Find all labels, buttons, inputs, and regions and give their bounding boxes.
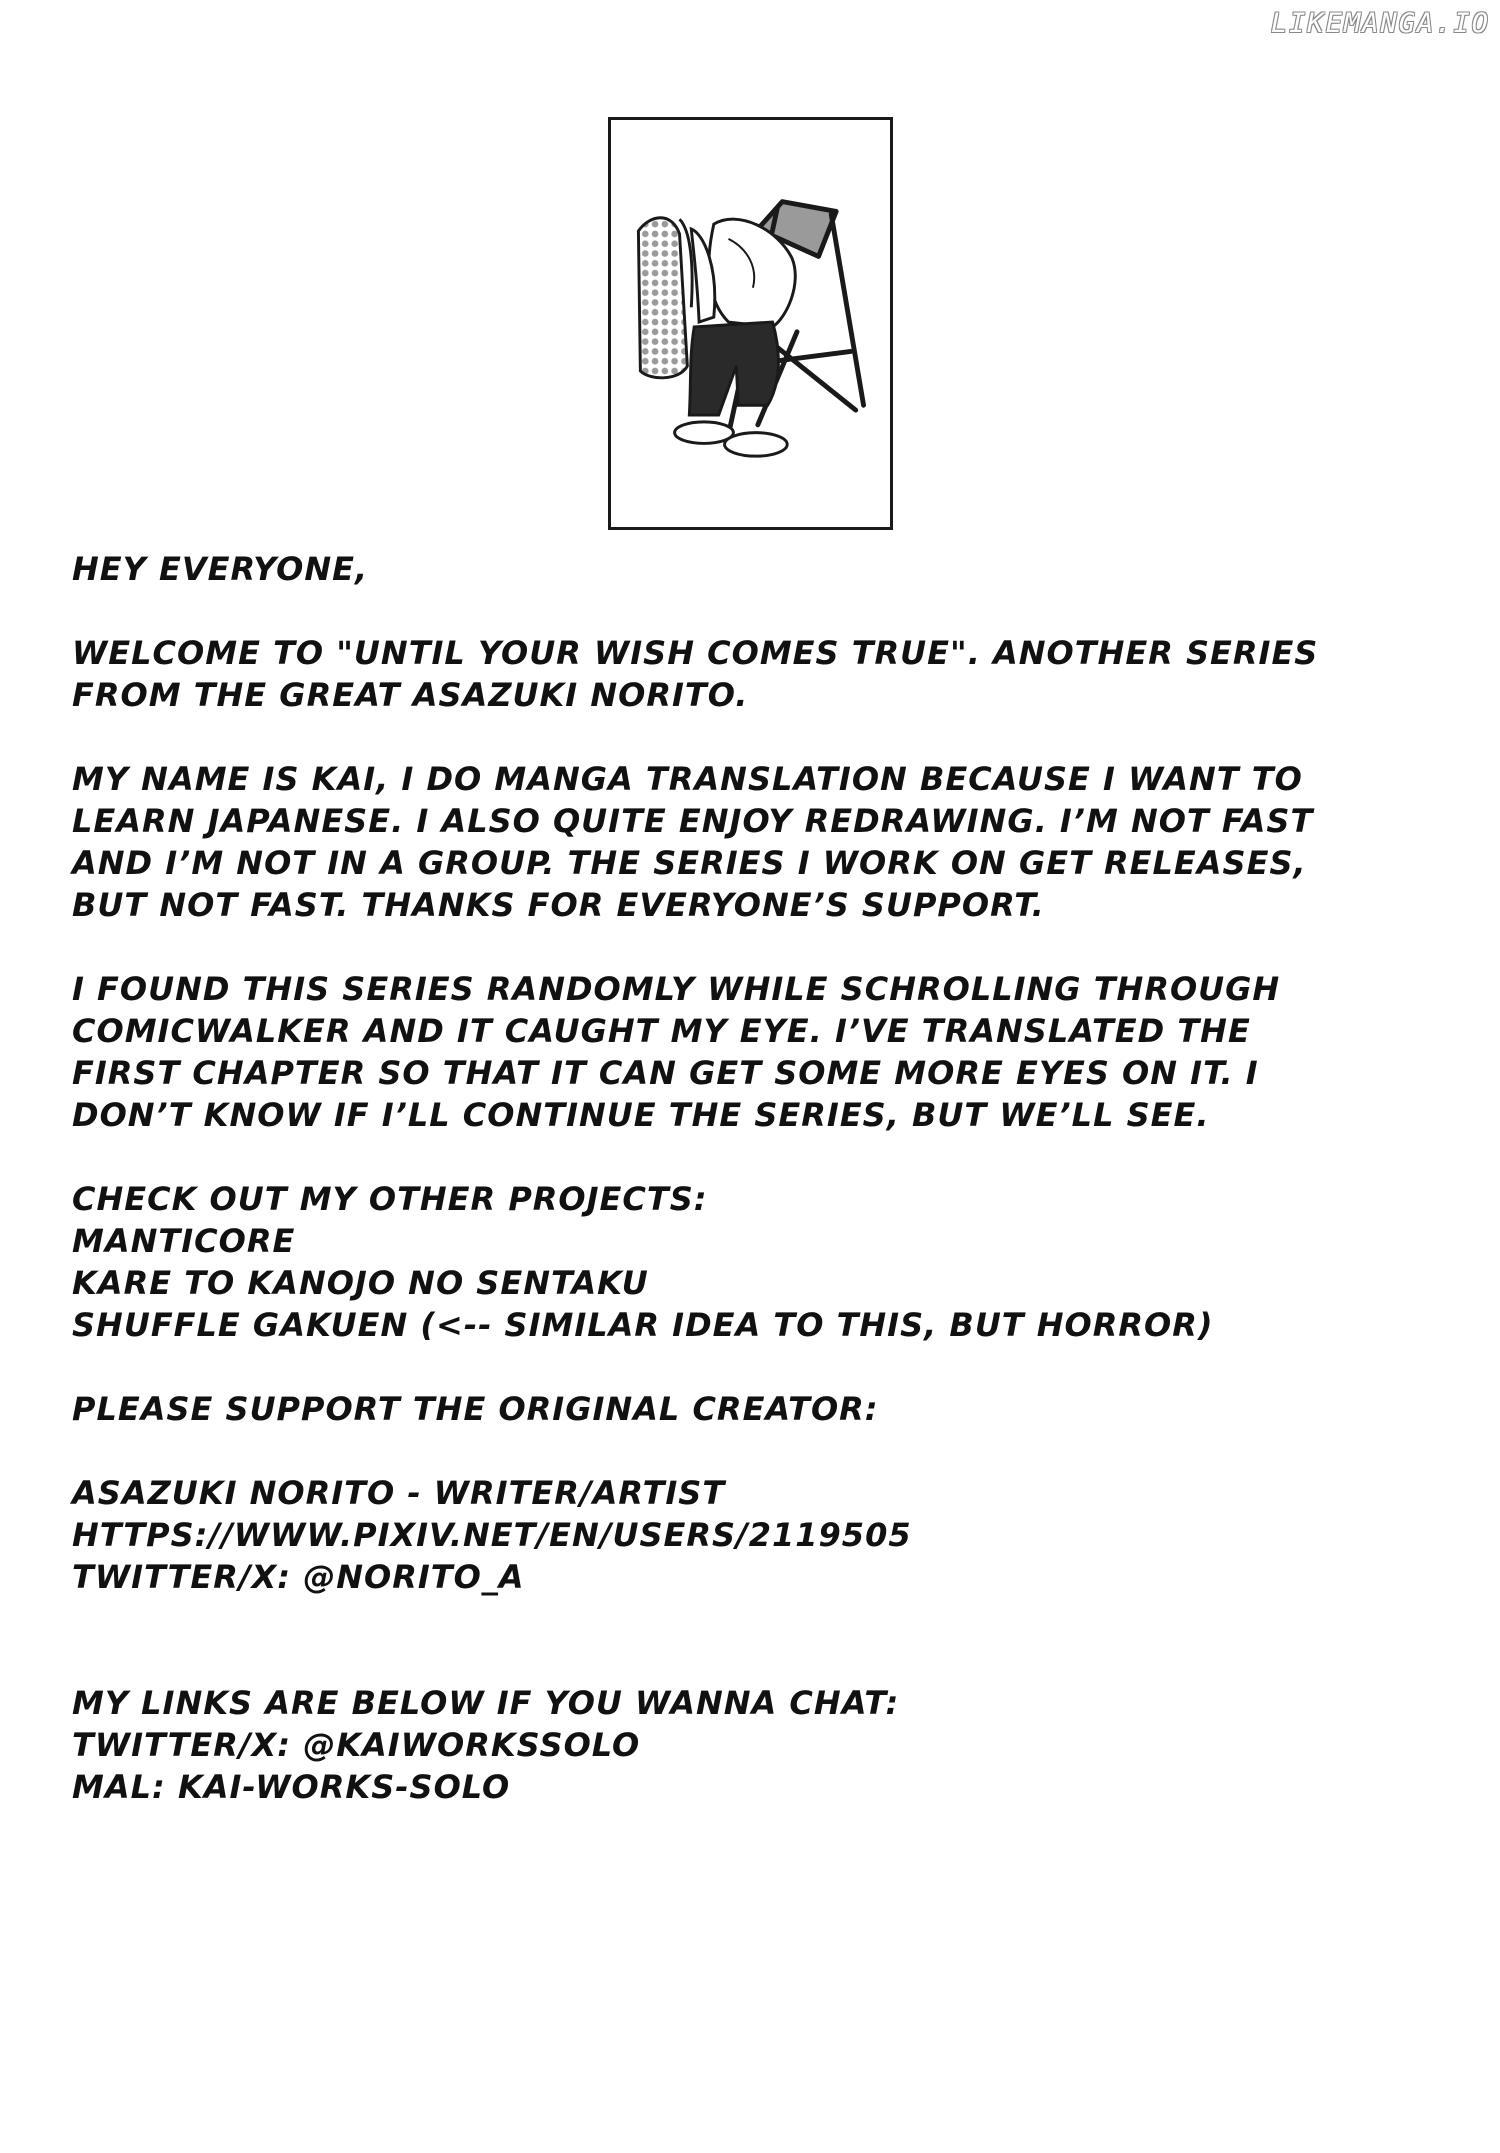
- links-heading: MY LINKS ARE BELOW IF YOU WANNA CHAT:: [72, 1684, 900, 1722]
- projects-heading: CHECK OUT MY OTHER PROJECTS:: [72, 1180, 708, 1218]
- discovery-line: COMICWALKER AND IT CAUGHT MY EYE. I’VE TRANSLATED THE: [72, 1012, 1251, 1050]
- intro-line: BUT NOT FAST. THANKS FOR EVERYONE’S SUPPORT.: [72, 886, 1045, 924]
- intro-line: MY NAME IS KAI, I DO MANGA TRANSLATION BECAUSE I WANT TO: [72, 760, 1303, 798]
- project-item: SHUFFLE GAKUEN (<-- SIMILAR IDEA TO THIS, BUT HORROR): [72, 1306, 1214, 1344]
- links-section: [72, 1682, 1472, 1808]
- translator-twitter: TWITTER/X: @KAIWORKSSOLO: [72, 1726, 641, 1764]
- discovery-line: DON’T KNOW IF I’LL CONTINUE THE SERIES, BUT WE’LL SEE.: [72, 1096, 1210, 1134]
- project-item: KARE TO KANOJO NO SENTAKU: [72, 1264, 649, 1302]
- translator-mal: MAL: KAI-WORKS-SOLO: [72, 1768, 511, 1806]
- spacer: [72, 1640, 1472, 1682]
- welcome-line: WELCOME TO "UNTIL YOUR WISH COMES TRUE". ANOTHER SERIES: [72, 634, 1319, 672]
- illustration-frame: [608, 117, 893, 530]
- welcome-paragraph: [72, 632, 1472, 716]
- support-section: [72, 1388, 1472, 1430]
- creator-pixiv-link: HTTPS://WWW.PIXIV.NET/EN/USERS/2119505: [72, 1516, 912, 1554]
- project-item: MANTICORE: [72, 1222, 296, 1260]
- projects-section: [72, 1178, 1472, 1346]
- discovery-line: FIRST CHAPTER SO THAT IT CAN GET SOME MORE EYES ON IT. I: [72, 1054, 1259, 1092]
- site-watermark: LIKEMANGA.IO: [1270, 8, 1490, 39]
- creator-twitter: TWITTER/X: @NORITO_A: [72, 1558, 525, 1596]
- intro-paragraph: [72, 758, 1472, 926]
- intro-line: AND I’M NOT IN A GROUP. THE SERIES I WORK ON GET RELEASES,: [72, 844, 1307, 882]
- creator-role: ASAZUKI NORITO - WRITER/ARTIST: [72, 1474, 726, 1512]
- creator-section: [72, 1472, 1472, 1598]
- greeting-line: HEY EVERYONE,: [72, 550, 369, 588]
- discovery-paragraph: [72, 968, 1472, 1136]
- support-heading: PLEASE SUPPORT THE ORIGINAL CREATOR:: [72, 1390, 879, 1428]
- welcome-line: FROM THE GREAT ASAZUKI NORITO.: [72, 676, 749, 714]
- discovery-line: I FOUND THIS SERIES RANDOMLY WHILE SCHROLLING THROUGH: [72, 970, 1281, 1008]
- intro-line: LEARN JAPANESE. I ALSO QUITE ENJOY REDRAWING. I’M NOT FAST: [72, 802, 1314, 840]
- greeting: [72, 548, 1472, 590]
- translator-note: [72, 548, 1472, 1850]
- chibi-figure-slumped-on-folding-chair-icon: [611, 120, 890, 527]
